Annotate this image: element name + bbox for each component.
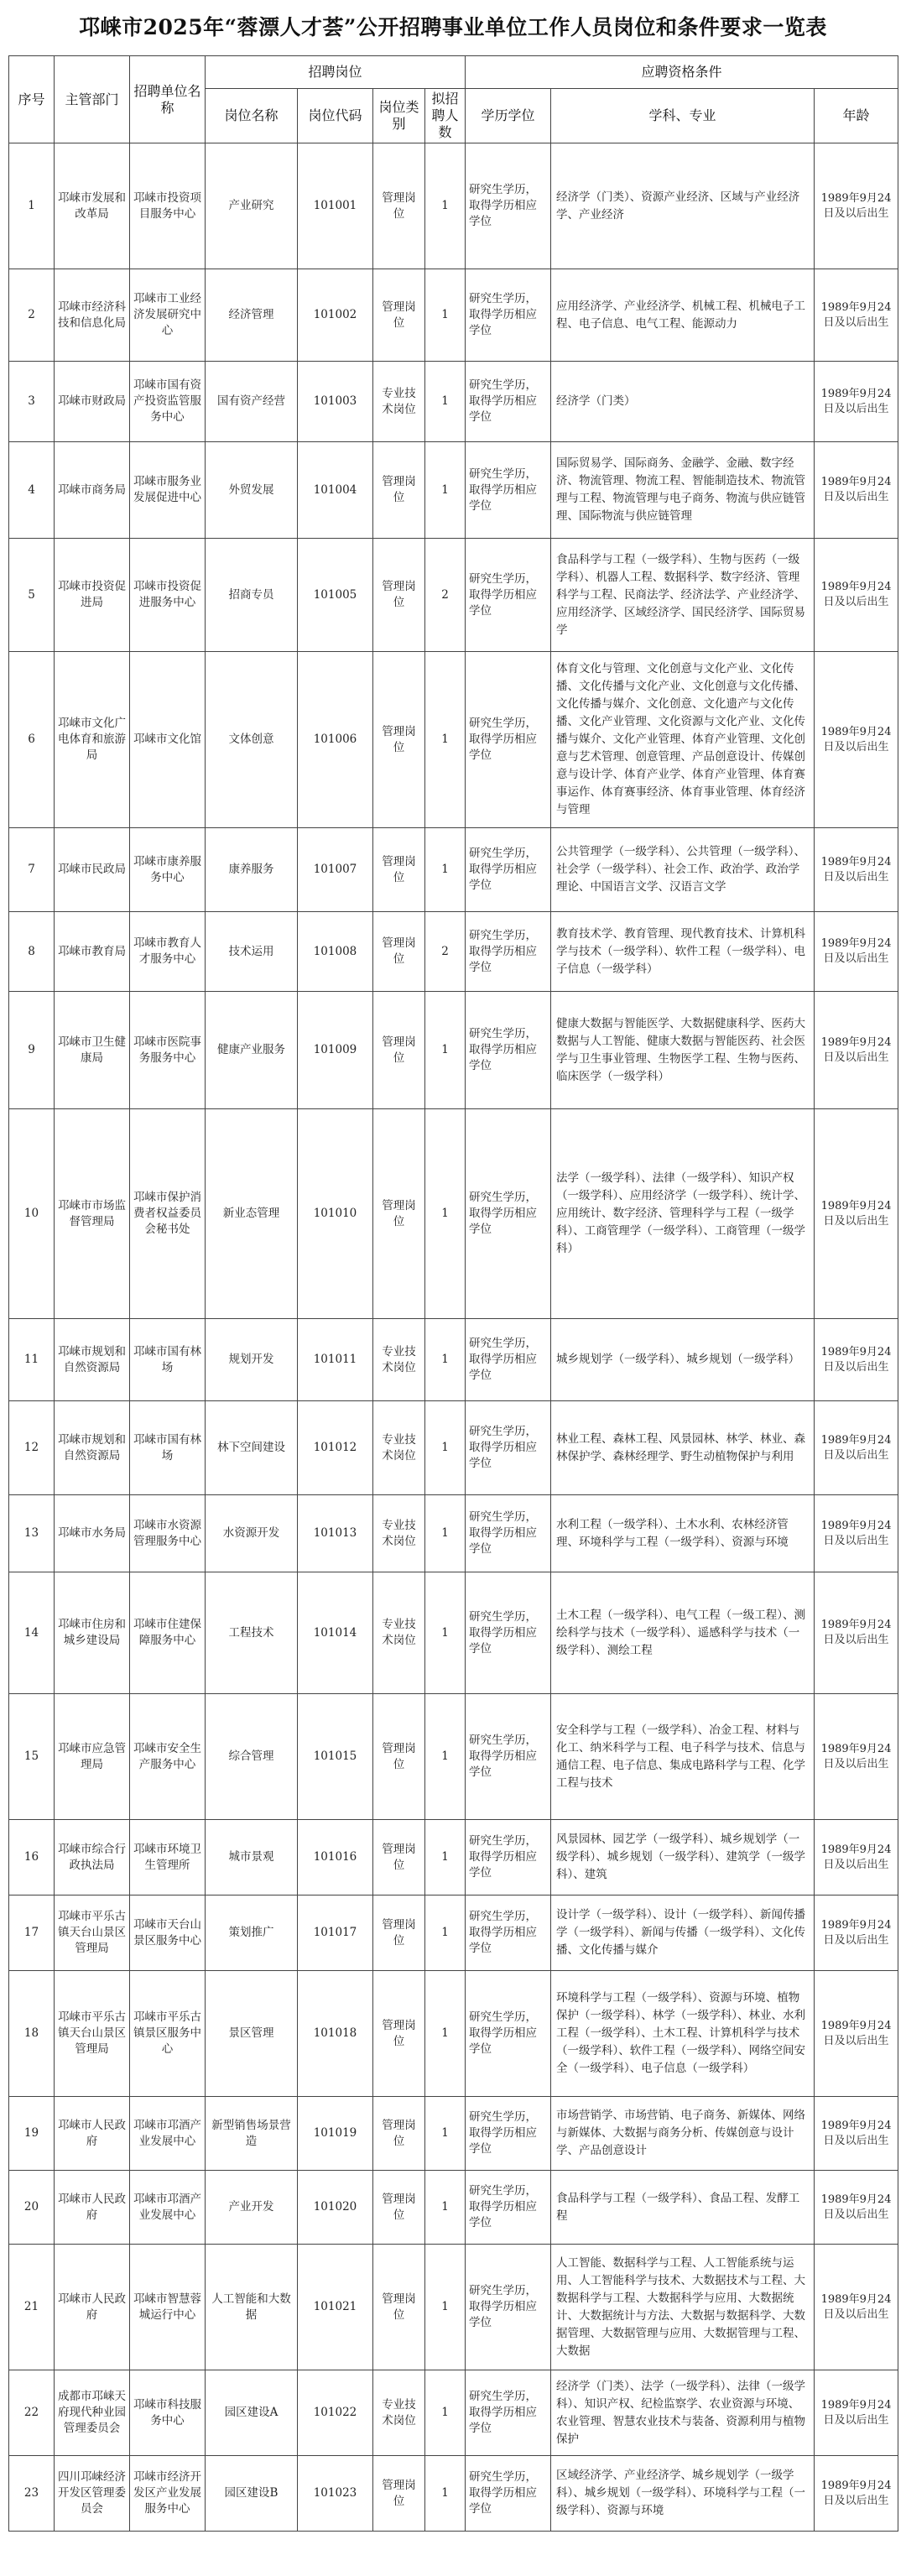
cell-degree: 研究生学历，取得学历相应学位 (466, 1572, 551, 1694)
cell-count: 1 (425, 269, 466, 362)
cell-post-type: 管理岗位 (373, 1895, 425, 1971)
header-count: 拟招聘人数 (425, 89, 466, 143)
header-degree: 学历学位 (466, 89, 551, 143)
cell-unit: 邛崃市邛酒产业发展中心 (130, 2171, 206, 2245)
cell-post-code: 101011 (298, 1319, 373, 1401)
cell-major: 健康大数据与智能医学、大数据健康科学、医药大数据与人工智能、健康大数据与智能医药、社会医学与卫生事业管理、生物医学工程、生物与医药、临床医学（一级学科） (551, 992, 815, 1109)
cell-post-type: 管理岗位 (373, 539, 425, 652)
header-dept: 主管部门 (55, 56, 130, 143)
cell-post-code: 101012 (298, 1401, 373, 1495)
cell-post-code: 101021 (298, 2245, 373, 2370)
cell-dept: 邛崃市商务局 (55, 442, 130, 539)
cell-post-code: 101006 (298, 652, 373, 828)
cell-unit: 邛崃市经济开发区产业发展服务中心 (130, 2456, 206, 2532)
cell-unit: 邛崃市国有资产投资监管服务中心 (130, 362, 206, 442)
table-row (9, 143, 898, 269)
table-header (9, 56, 898, 143)
cell-post-type: 管理岗位 (373, 828, 425, 912)
cell-post-type: 管理岗位 (373, 992, 425, 1109)
table-row (9, 1319, 898, 1401)
cell-dept: 邛崃市人民政府 (55, 2097, 130, 2171)
cell-post-code: 101023 (298, 2456, 373, 2532)
cell-unit: 邛崃市住建保障服务中心 (130, 1572, 206, 1694)
cell-count: 1 (425, 1572, 466, 1694)
cell-degree: 研究生学历，取得学历相应学位 (466, 539, 551, 652)
cell-degree: 研究生学历，取得学历相应学位 (466, 912, 551, 992)
cell-major: 公共管理学（一级学科）、公共管理（一级学科）、社会学（一级学科）、社会工作、政治学、政治学理论、中国语言文学、汉语言文学 (551, 828, 815, 912)
cell-post-name: 产业开发 (206, 2171, 298, 2245)
cell-unit: 邛崃市康养服务中心 (130, 828, 206, 912)
cell-major: 食品科学与工程（一级学科）、生物与医药（一级学科）、机器人工程、数据科学、数字经济、管理科学与工程、民商法学、经济法学、产业经济学、应用经济学、区域经济学、国民经济学、国际贸易学 (551, 539, 815, 652)
cell-unit: 邛崃市国有林场 (130, 1319, 206, 1401)
cell-age: 1989年9月24日及以后出生 (815, 143, 898, 269)
cell-count: 1 (425, 1401, 466, 1495)
cell-age: 1989年9月24日及以后出生 (815, 1820, 898, 1895)
cell-post-type: 管理岗位 (373, 1694, 425, 1820)
table-row (9, 912, 898, 992)
cell-seq: 16 (9, 1820, 55, 1895)
cell-age: 1989年9月24日及以后出生 (815, 1895, 898, 1971)
cell-dept: 邛崃市民政局 (55, 828, 130, 912)
cell-unit: 邛崃市国有林场 (130, 1401, 206, 1495)
cell-dept: 邛崃市人民政府 (55, 2245, 130, 2370)
cell-count: 1 (425, 2456, 466, 2532)
cell-seq: 17 (9, 1895, 55, 1971)
cell-post-type: 管理岗位 (373, 143, 425, 269)
cell-post-code: 101003 (298, 362, 373, 442)
cell-dept: 邛崃市财政局 (55, 362, 130, 442)
cell-unit: 邛崃市文化馆 (130, 652, 206, 828)
cell-dept: 邛崃市投资促进局 (55, 539, 130, 652)
cell-seq: 21 (9, 2245, 55, 2370)
cell-post-type: 管理岗位 (373, 1820, 425, 1895)
cell-post-name: 策划推广 (206, 1895, 298, 1971)
cell-dept: 邛崃市水务局 (55, 1495, 130, 1572)
cell-dept: 成都市邛崃天府现代种业园管理委员会 (55, 2370, 130, 2456)
document-title: 邛崃市2025年“蓉漂人才荟”公开招聘事业单位工作人员岗位和条件要求一览表 (79, 15, 827, 39)
cell-unit: 邛崃市服务业发展促进中心 (130, 442, 206, 539)
table-row (9, 2456, 898, 2532)
header-post-name: 岗位名称 (206, 89, 298, 143)
cell-seq: 15 (9, 1694, 55, 1820)
cell-age: 1989年9月24日及以后出生 (815, 2245, 898, 2370)
cell-dept: 邛崃市卫生健康局 (55, 992, 130, 1109)
cell-post-type: 管理岗位 (373, 2245, 425, 2370)
cell-degree: 研究生学历，取得学历相应学位 (466, 1495, 551, 1572)
cell-dept: 邛崃市平乐古镇天台山景区管理局 (55, 1971, 130, 2097)
cell-post-code: 101010 (298, 1109, 373, 1319)
cell-dept: 四川邛崃经济开发区管理委员会 (55, 2456, 130, 2532)
cell-degree: 研究生学历，取得学历相应学位 (466, 2370, 551, 2456)
cell-post-name: 林下空间建设 (206, 1401, 298, 1495)
cell-unit: 邛崃市智慧蓉城运行中心 (130, 2245, 206, 2370)
cell-age: 1989年9月24日及以后出生 (815, 2370, 898, 2456)
table-row (9, 992, 898, 1109)
cell-post-type: 管理岗位 (373, 912, 425, 992)
cell-degree: 研究生学历，取得学历相应学位 (466, 2171, 551, 2245)
cell-seq: 9 (9, 992, 55, 1109)
table-row (9, 2245, 898, 2370)
cell-seq: 1 (9, 143, 55, 269)
cell-count: 2 (425, 539, 466, 652)
header-qual-group: 应聘资格条件 (466, 56, 898, 89)
cell-post-type: 管理岗位 (373, 2456, 425, 2532)
cell-unit: 邛崃市水资源管理服务中心 (130, 1495, 206, 1572)
table-body (9, 143, 898, 2532)
cell-count: 1 (425, 362, 466, 442)
cell-degree: 研究生学历，取得学历相应学位 (466, 1694, 551, 1820)
cell-post-name: 工程技术 (206, 1572, 298, 1694)
header-post-type: 岗位类别 (373, 89, 425, 143)
cell-post-name: 人工智能和大数据 (206, 2245, 298, 2370)
cell-post-code: 101015 (298, 1694, 373, 1820)
header-post-group: 招聘岗位 (206, 56, 466, 89)
cell-major: 林业工程、森林工程、风景园林、林学、林业、森林保护学、森林经理学、野生动植物保护与利用 (551, 1401, 815, 1495)
cell-degree: 研究生学历，取得学历相应学位 (466, 1319, 551, 1401)
cell-count: 1 (425, 2370, 466, 2456)
cell-post-code: 101007 (298, 828, 373, 912)
cell-degree: 研究生学历，取得学历相应学位 (466, 652, 551, 828)
cell-age: 1989年9月24日及以后出生 (815, 1401, 898, 1495)
cell-post-name: 园区建设A (206, 2370, 298, 2456)
cell-age: 1989年9月24日及以后出生 (815, 1694, 898, 1820)
cell-seq: 20 (9, 2171, 55, 2245)
cell-major: 国际贸易学、国际商务、金融学、金融、数字经济、物流管理、物流工程、智能制造技术、物流管理与工程、物流管理与电子商务、物流与供应链管理、国际物流与供应链管理 (551, 442, 815, 539)
cell-post-code: 101009 (298, 992, 373, 1109)
cell-seq: 10 (9, 1109, 55, 1319)
cell-degree: 研究生学历，取得学历相应学位 (466, 1109, 551, 1319)
cell-major: 安全科学与工程（一级学科）、冶金工程、材料与化工、纳米科学与工程、电子科学与技术、信息与通信工程、电子信息、集成电路科学与工程、化学工程与技术 (551, 1694, 815, 1820)
cell-post-type: 专业技术岗位 (373, 1495, 425, 1572)
cell-post-name: 招商专员 (206, 539, 298, 652)
cell-seq: 3 (9, 362, 55, 442)
cell-age: 1989年9月24日及以后出生 (815, 2097, 898, 2171)
cell-post-code: 101002 (298, 269, 373, 362)
cell-unit: 邛崃市科技服务中心 (130, 2370, 206, 2456)
cell-age: 1989年9月24日及以后出生 (815, 652, 898, 828)
cell-age: 1989年9月24日及以后出生 (815, 2456, 898, 2532)
cell-post-name: 文体创意 (206, 652, 298, 828)
cell-age: 1989年9月24日及以后出生 (815, 1971, 898, 2097)
cell-seq: 18 (9, 1971, 55, 2097)
cell-major: 教育技术学、教育管理、现代教育技术、计算机科学与技术（一级学科）、软件工程（一级学科）、电子信息（一级学科） (551, 912, 815, 992)
cell-major: 水利工程（一级学科）、土木水利、农林经济管理、环境科学与工程（一级学科）、资源与环境 (551, 1495, 815, 1572)
cell-post-type: 管理岗位 (373, 2097, 425, 2171)
cell-count: 1 (425, 1109, 466, 1319)
cell-degree: 研究生学历，取得学历相应学位 (466, 269, 551, 362)
cell-degree: 研究生学历，取得学历相应学位 (466, 1971, 551, 2097)
cell-dept: 邛崃市平乐古镇天台山景区管理局 (55, 1895, 130, 1971)
cell-age: 1989年9月24日及以后出生 (815, 912, 898, 992)
cell-age: 1989年9月24日及以后出生 (815, 1495, 898, 1572)
cell-dept: 邛崃市教育局 (55, 912, 130, 992)
cell-post-code: 101016 (298, 1820, 373, 1895)
table-row (9, 2370, 898, 2456)
cell-seq: 22 (9, 2370, 55, 2456)
cell-dept: 邛崃市人民政府 (55, 2171, 130, 2245)
table-row (9, 2097, 898, 2171)
cell-post-type: 管理岗位 (373, 652, 425, 828)
table-row (9, 2171, 898, 2245)
table-row (9, 1694, 898, 1820)
cell-count: 1 (425, 1971, 466, 2097)
table-row (9, 1820, 898, 1895)
cell-age: 1989年9月24日及以后出生 (815, 1109, 898, 1319)
cell-count: 1 (425, 652, 466, 828)
cell-post-name: 国有资产经营 (206, 362, 298, 442)
cell-major: 经济学（门类） (551, 362, 815, 442)
cell-dept: 邛崃市住房和城乡建设局 (55, 1572, 130, 1694)
cell-age: 1989年9月24日及以后出生 (815, 269, 898, 362)
cell-seq: 6 (9, 652, 55, 828)
cell-post-name: 城市景观 (206, 1820, 298, 1895)
cell-unit: 邛崃市环境卫生管理所 (130, 1820, 206, 1895)
cell-degree: 研究生学历，取得学历相应学位 (466, 2456, 551, 2532)
table-row (9, 828, 898, 912)
cell-count: 1 (425, 442, 466, 539)
cell-major: 经济学（门类）、资源产业经济、区域与产业经济学、产业经济 (551, 143, 815, 269)
cell-age: 1989年9月24日及以后出生 (815, 1319, 898, 1401)
cell-post-name: 新型销售场景营造 (206, 2097, 298, 2171)
cell-post-code: 101019 (298, 2097, 373, 2171)
cell-dept: 邛崃市规划和自然资源局 (55, 1319, 130, 1401)
cell-count: 2 (425, 912, 466, 992)
table-row (9, 1572, 898, 1694)
cell-dept: 邛崃市规划和自然资源局 (55, 1401, 130, 1495)
cell-major: 环境科学与工程（一级学科）、资源与环境、植物保护（一级学科）、林学（一级学科）、林业、水利工程（一级学科）、土木工程、计算机科学与技术（一级学科）、软件工程（一级学科）、网络空间安全（一级学科）、电子信息（一级学科） (551, 1971, 815, 2097)
cell-post-name: 景区管理 (206, 1971, 298, 2097)
cell-post-type: 管理岗位 (373, 442, 425, 539)
cell-seq: 8 (9, 912, 55, 992)
header-seq: 序号 (9, 56, 55, 143)
cell-post-code: 101022 (298, 2370, 373, 2456)
cell-post-name: 健康产业服务 (206, 992, 298, 1109)
cell-major: 设计学（一级学科）、设计（一级学科）、新闻传播学（一级学科）、新闻与传播（一级学科）、文化传播、文化传播与媒介 (551, 1895, 815, 1971)
table-row (9, 652, 898, 828)
cell-post-name: 外贸发展 (206, 442, 298, 539)
table-row (9, 1971, 898, 2097)
cell-unit: 邛崃市平乐古镇景区服务中心 (130, 1971, 206, 2097)
cell-age: 1989年9月24日及以后出生 (815, 362, 898, 442)
cell-dept: 邛崃市市场监督管理局 (55, 1109, 130, 1319)
cell-post-name: 技术运用 (206, 912, 298, 992)
cell-post-type: 专业技术岗位 (373, 2370, 425, 2456)
cell-major: 应用经济学、产业经济学、机械工程、机械电子工程、电子信息、电气工程、能源动力 (551, 269, 815, 362)
cell-post-code: 101004 (298, 442, 373, 539)
cell-seq: 7 (9, 828, 55, 912)
cell-major: 区域经济学、产业经济学、城乡规划学（一级学科）、城乡规划（一级学科）、环境科学与工程（一级学科）、资源与环境 (551, 2456, 815, 2532)
cell-degree: 研究生学历，取得学历相应学位 (466, 2245, 551, 2370)
cell-post-type: 专业技术岗位 (373, 1319, 425, 1401)
table-row (9, 1495, 898, 1572)
cell-post-type: 管理岗位 (373, 1971, 425, 2097)
cell-count: 1 (425, 143, 466, 269)
cell-degree: 研究生学历，取得学历相应学位 (466, 1820, 551, 1895)
cell-major: 城乡规划学（一级学科）、城乡规划（一级学科） (551, 1319, 815, 1401)
cell-post-code: 101008 (298, 912, 373, 992)
cell-post-name: 规划开发 (206, 1319, 298, 1401)
cell-count: 1 (425, 2171, 466, 2245)
cell-count: 1 (425, 1820, 466, 1895)
cell-age: 1989年9月24日及以后出生 (815, 992, 898, 1109)
cell-unit: 邛崃市安全生产服务中心 (130, 1694, 206, 1820)
cell-post-code: 101014 (298, 1572, 373, 1694)
cell-count: 1 (425, 1319, 466, 1401)
cell-degree: 研究生学历，取得学历相应学位 (466, 442, 551, 539)
cell-unit: 邛崃市投资促进服务中心 (130, 539, 206, 652)
cell-post-name: 经济管理 (206, 269, 298, 362)
cell-unit: 邛崃市投资项目服务中心 (130, 143, 206, 269)
cell-post-name: 康养服务 (206, 828, 298, 912)
cell-post-name: 新业态管理 (206, 1109, 298, 1319)
cell-dept: 邛崃市发展和改革局 (55, 143, 130, 269)
cell-major: 风景园林、园艺学（一级学科）、城乡规划学（一级学科）、城乡规划（一级学科）、建筑学（一级学科）、建筑 (551, 1820, 815, 1895)
cell-post-type: 专业技术岗位 (373, 1572, 425, 1694)
cell-degree: 研究生学历，取得学历相应学位 (466, 828, 551, 912)
cell-post-name: 综合管理 (206, 1694, 298, 1820)
cell-count: 1 (425, 2097, 466, 2171)
cell-age: 1989年9月24日及以后出生 (815, 442, 898, 539)
cell-major: 人工智能、数据科学与工程、人工智能系统与运用、人工智能科学与技术、大数据技术与工程、大数据科学与工程、大数据科学与应用、大数据统计、大数据统计与方法、大数据与数据科学、大数据管理、大数据管理与应用、大数据管理与工程、大数据 (551, 2245, 815, 2370)
cell-dept: 邛崃市综合行政执法局 (55, 1820, 130, 1895)
cell-post-type: 管理岗位 (373, 1109, 425, 1319)
table-row (9, 269, 898, 362)
cell-post-code: 101005 (298, 539, 373, 652)
cell-degree: 研究生学历，取得学历相应学位 (466, 1401, 551, 1495)
cell-post-code: 101020 (298, 2171, 373, 2245)
cell-major: 体育文化与管理、文化创意与文化产业、文化传播、文化传播与文化产业、文化创意与文化传播、文化传播与媒介、文化创意、文化遗产与文化传播、文化产业管理、文化资源与文化产业、文化传播与媒介、文化产业管理、体育产业管理、文化创意与艺术管理、创意管理、产品创意设计、传媒创意与设计学、体育产业学、体育产业管理、体育赛事运作、体育赛事经济、体育事业管理、体育经济与管理 (551, 652, 815, 828)
cell-seq: 19 (9, 2097, 55, 2171)
cell-count: 1 (425, 1895, 466, 1971)
cell-post-type: 专业技术岗位 (373, 362, 425, 442)
cell-age: 1989年9月24日及以后出生 (815, 1572, 898, 1694)
cell-post-code: 101017 (298, 1895, 373, 1971)
cell-count: 1 (425, 828, 466, 912)
cell-degree: 研究生学历，取得学历相应学位 (466, 362, 551, 442)
cell-degree: 研究生学历，取得学历相应学位 (466, 992, 551, 1109)
cell-count: 1 (425, 1694, 466, 1820)
header-age: 年龄 (815, 89, 898, 143)
cell-unit: 邛崃市保护消费者权益委员会秘书处 (130, 1109, 206, 1319)
table-row (9, 1109, 898, 1319)
header-unit: 招聘单位名称 (130, 56, 206, 143)
cell-post-name: 园区建设B (206, 2456, 298, 2532)
cell-dept: 邛崃市应急管理局 (55, 1694, 130, 1820)
cell-post-type: 管理岗位 (373, 269, 425, 362)
cell-seq: 5 (9, 539, 55, 652)
cell-major: 经济学（门类）、法学（一级学科）、法律（一级学科）、知识产权、纪检监察学、农业资源与环境、农业管理、智慧农业技术与装备、资源利用与植物保护 (551, 2370, 815, 2456)
recruitment-table (8, 55, 898, 2532)
cell-major: 市场营销学、市场营销、电子商务、新媒体、网络与新媒体、大数据与商务分析、传媒创意与设计学、产品创意设计 (551, 2097, 815, 2171)
cell-degree: 研究生学历，取得学历相应学位 (466, 143, 551, 269)
table-row (9, 442, 898, 539)
cell-count: 1 (425, 2245, 466, 2370)
header-major: 学科、专业 (551, 89, 815, 143)
header-post-code: 岗位代码 (298, 89, 373, 143)
cell-major: 土木工程（一级学科）、电气工程（一级工程）、测绘科学与技术（一级学科）、遥感科学与技术（一级学科）、测绘工程 (551, 1572, 815, 1694)
cell-unit: 邛崃市邛酒产业发展中心 (130, 2097, 206, 2171)
cell-post-code: 101001 (298, 143, 373, 269)
cell-degree: 研究生学历，取得学历相应学位 (466, 1895, 551, 1971)
cell-seq: 12 (9, 1401, 55, 1495)
cell-unit: 邛崃市工业经济发展研究中心 (130, 269, 206, 362)
cell-post-name: 水资源开发 (206, 1495, 298, 1572)
cell-count: 1 (425, 992, 466, 1109)
table-row (9, 1401, 898, 1495)
cell-count: 1 (425, 1495, 466, 1572)
cell-seq: 2 (9, 269, 55, 362)
cell-post-type: 管理岗位 (373, 2171, 425, 2245)
cell-seq: 11 (9, 1319, 55, 1401)
cell-age: 1989年9月24日及以后出生 (815, 828, 898, 912)
cell-major: 法学（一级学科）、法律（一级学科）、知识产权（一级学科）、应用经济学（一级学科）、统计学、应用统计、数字经济、管理科学与工程（一级学科）、工商管理学（一级学科）、工商管理（一级学科） (551, 1109, 815, 1319)
cell-age: 1989年9月24日及以后出生 (815, 2171, 898, 2245)
cell-degree: 研究生学历，取得学历相应学位 (466, 2097, 551, 2171)
cell-unit: 邛崃市医院事务服务中心 (130, 992, 206, 1109)
cell-dept: 邛崃市文化广电体育和旅游局 (55, 652, 130, 828)
cell-seq: 14 (9, 1572, 55, 1694)
cell-unit: 邛崃市天台山景区服务中心 (130, 1895, 206, 1971)
table-row (9, 362, 898, 442)
cell-post-name: 产业研究 (206, 143, 298, 269)
cell-post-type: 专业技术岗位 (373, 1401, 425, 1495)
cell-post-code: 101018 (298, 1971, 373, 2097)
cell-seq: 23 (9, 2456, 55, 2532)
cell-unit: 邛崃市教育人才服务中心 (130, 912, 206, 992)
cell-post-code: 101013 (298, 1495, 373, 1572)
cell-seq: 4 (9, 442, 55, 539)
cell-major: 食品科学与工程（一级学科）、食品工程、发酵工程 (551, 2171, 815, 2245)
table-row (9, 539, 898, 652)
cell-seq: 13 (9, 1495, 55, 1572)
table-row (9, 1895, 898, 1971)
cell-age: 1989年9月24日及以后出生 (815, 539, 898, 652)
cell-dept: 邛崃市经济科技和信息化局 (55, 269, 130, 362)
